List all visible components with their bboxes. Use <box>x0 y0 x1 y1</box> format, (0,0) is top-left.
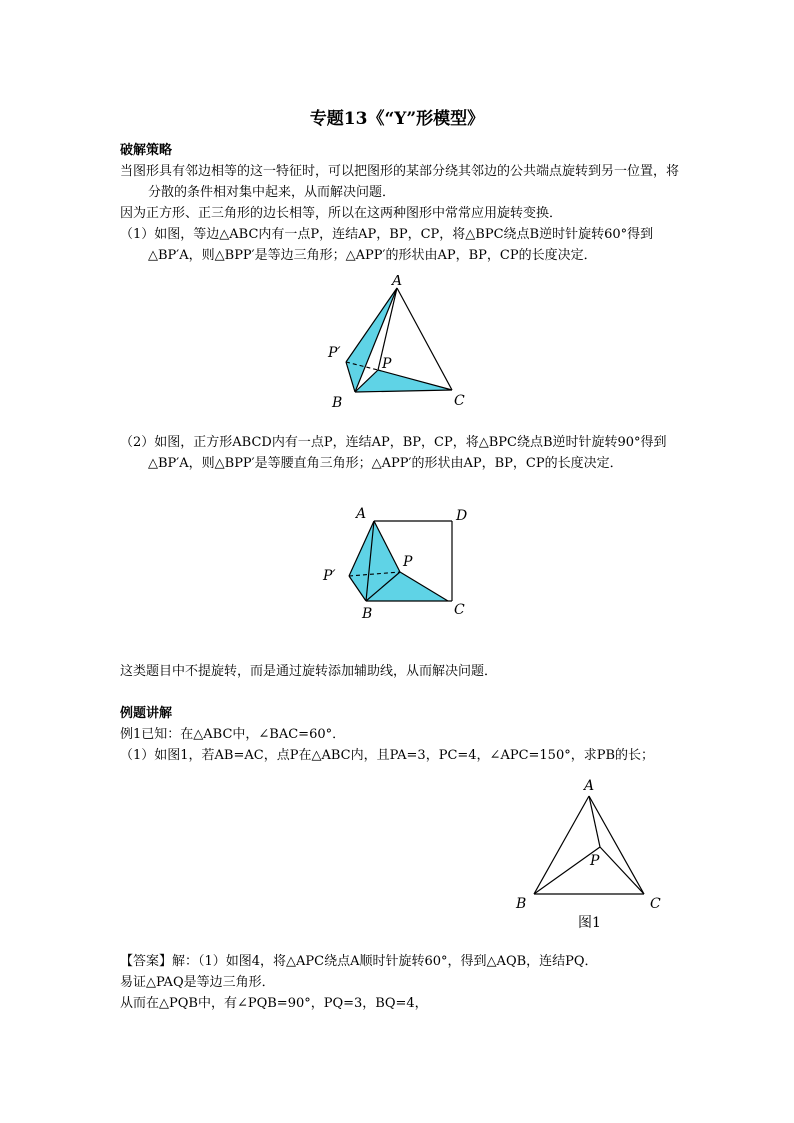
strategy-paragraph-1: 当图形具有邻边相等的这一特征时，可以把图形的某部分绕其邻边的公共端点旋转到另一位置，将分散的条件相对集中起来，从而解决问题． <box>120 164 680 200</box>
strategy-paragraph-3-block <box>120 661 680 682</box>
answer-line-1: 【答案】解：（1）如图4，将△APC绕点A顺时针旋转60°，得到△AQB，连结PQ． <box>120 954 598 969</box>
label-c: C <box>650 896 661 912</box>
examples-heading: 例题讲解 <box>120 706 173 721</box>
label-a: A <box>584 778 595 794</box>
figure-square <box>320 502 480 627</box>
strategy-paragraph-2: 因为正方形、正三角形的边长相等，所以在这两种图形中常常应用旋转变换． <box>120 206 563 221</box>
label-b: B <box>362 606 373 622</box>
label-p-prime: P′ <box>328 345 341 361</box>
examples-section <box>120 703 680 766</box>
strategy-item-2: （2）如图，正方形ABCD内有一点P，连结AP，BP，CP，将△BPC绕点B逆时针旋转90°得到△BP′A，则△BPP′是等腰直角三角形；△APP′的形状由AP，BP，CP的长度决定． <box>120 435 667 471</box>
label-a: A <box>356 506 367 522</box>
strategy-paragraph-3: 这类题目中不提旋转，而是通过旋转添加辅助线，从而解决问题． <box>120 664 498 679</box>
answer-section <box>120 951 680 1014</box>
figure-equilateral-triangle <box>320 275 480 415</box>
label-a: A <box>392 275 403 289</box>
side-ab <box>534 796 589 894</box>
figure-caption: 图1 <box>578 915 601 931</box>
label-c: C <box>454 602 465 618</box>
example-1-given: 例1已知：在△ABC中，∠BAC=60°． <box>120 727 346 742</box>
label-p: P <box>590 853 600 869</box>
side-ac <box>397 288 452 390</box>
answer-line-3: 从而在△PQB中，有∠PQB=90°，PQ=3，BQ=4， <box>120 996 428 1011</box>
label-b: B <box>516 896 527 912</box>
segment-pa <box>589 796 600 847</box>
answer-line-2: 易证△PAQ是等边三角形． <box>120 975 275 990</box>
figure-1-triangle <box>510 772 680 934</box>
side-ac <box>589 796 644 894</box>
label-p: P <box>382 356 392 372</box>
strategy-heading: 破解策略 <box>120 143 173 158</box>
strategy-item-2-block <box>120 432 680 474</box>
label-c: C <box>454 393 465 409</box>
label-p: P <box>403 554 413 570</box>
strategy-section <box>120 140 680 266</box>
strategy-item-1: （1）如图，等边△ABC内有一点P，连结AP，BP，CP，将△BPC绕点B逆时针旋转60°得到△BP′A，则△BPP′是等边三角形；△APP′的形状由AP，BP，CP的长度决定． <box>120 227 654 263</box>
label-b: B <box>332 395 343 411</box>
fill-triangle-bpc <box>355 370 452 392</box>
example-1-question-1: （1）如图1，若AB=AC，点P在△ABC内，且PA=3，PC=4，∠APC=150°，求PB的长； <box>120 748 655 763</box>
page-title: 专题13《“Y”形模型》 <box>309 109 485 129</box>
label-p-prime: P′ <box>323 568 336 584</box>
label-d: D <box>456 508 468 524</box>
